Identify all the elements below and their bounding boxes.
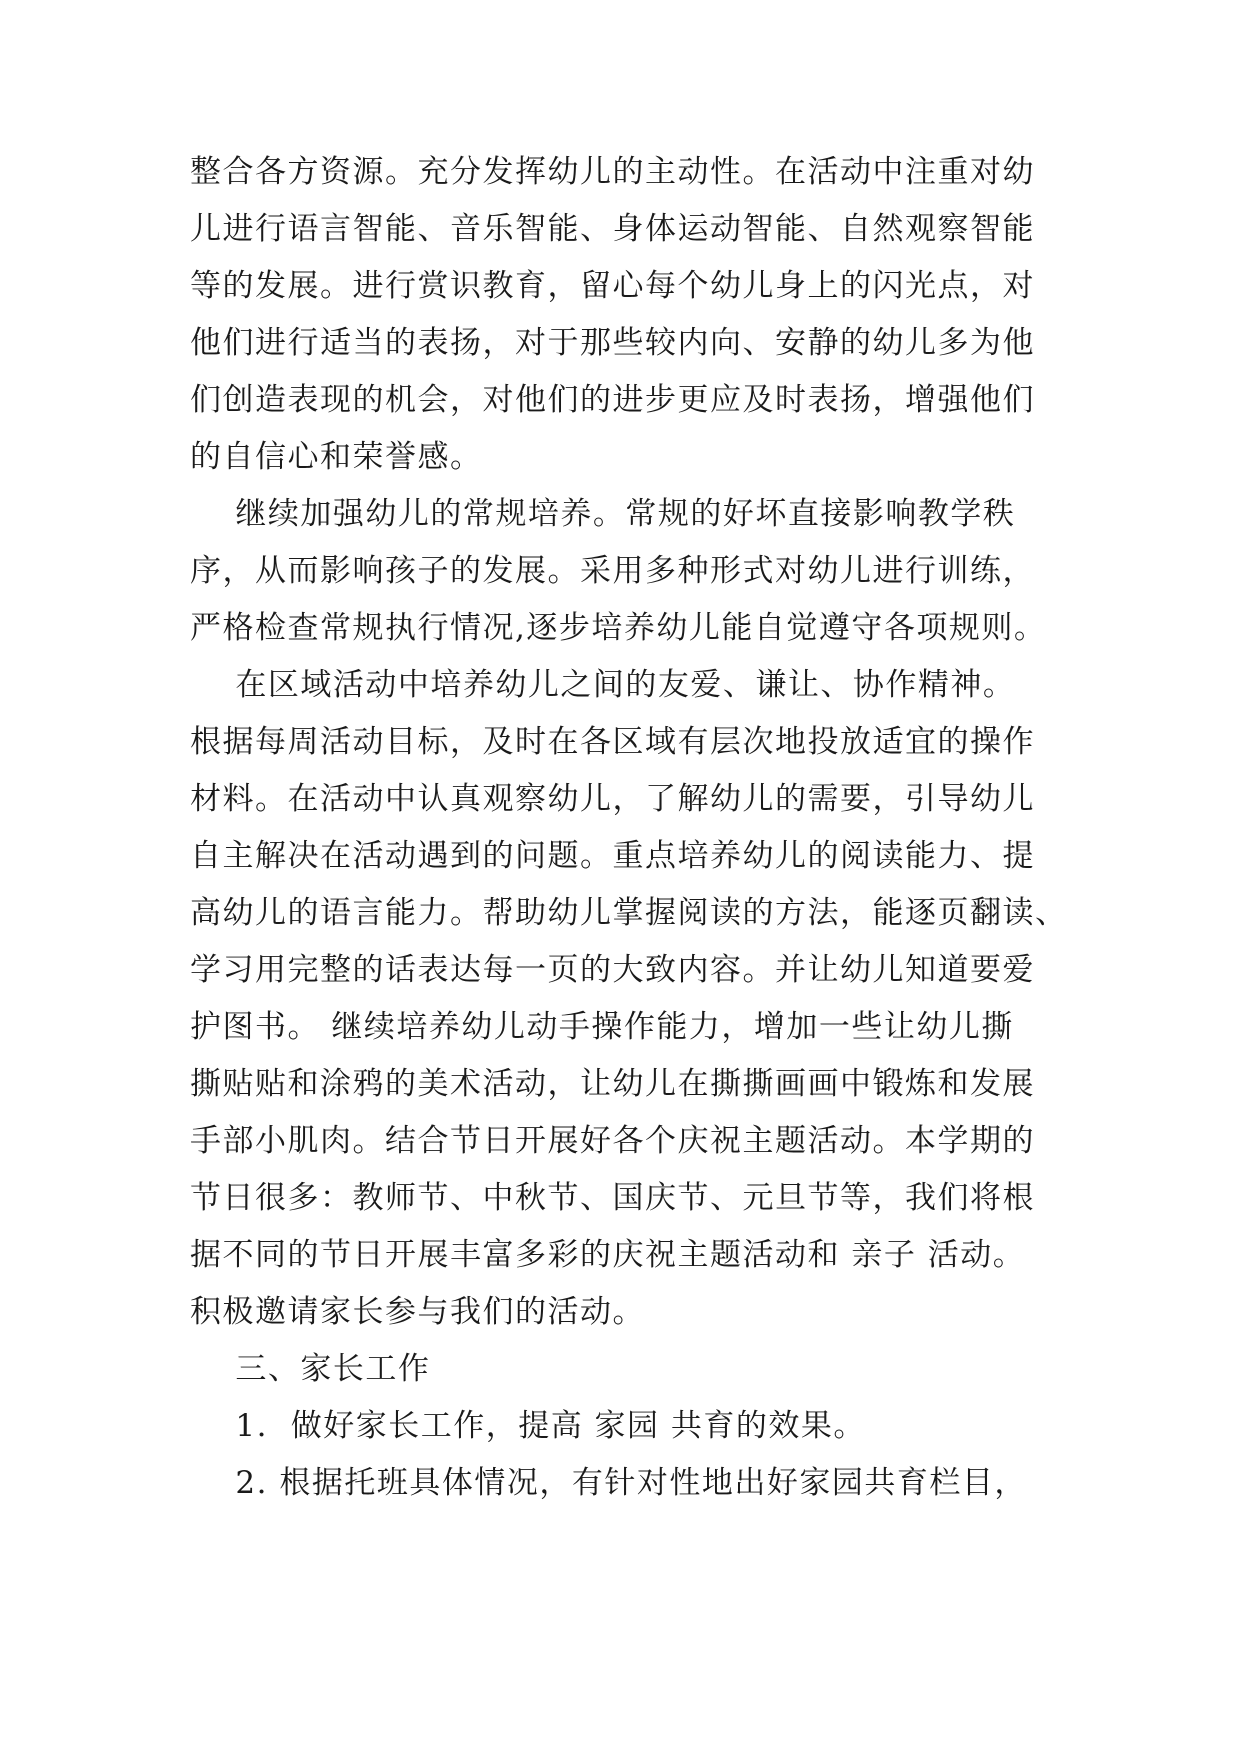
text-line: 撕贴贴和涂鸦的美术活动，让幼儿在撕撕画画中锻炼和发展	[190, 1066, 1035, 1102]
numbered-item: 1. 做好家长工作，提高 家园 共育的效果。	[190, 1408, 866, 1444]
text-line: 继续加强幼儿的常规培养。常规的好坏直接影响教学秩	[190, 496, 1016, 532]
text-line: 节日很多：教师节、中秋节、国庆节、元旦节等，我们将根	[190, 1180, 1035, 1216]
text-line: 材料。在活动中认真观察幼儿，了解幼儿的需要，引导幼儿	[190, 781, 1035, 817]
text-line: 高幼儿的语言能力。帮助幼儿掌握阅读的方法，能逐页翻读、	[190, 895, 1068, 931]
section-heading: 三、家长工作	[190, 1351, 431, 1387]
text-line: 等的发展。进行赏识教育，留心每个幼儿身上的闪光点，对	[190, 268, 1035, 304]
text-line: 学习用完整的话表达每一页的大致内容。并让幼儿知道要爱	[190, 952, 1035, 988]
text-line: 序，从而影响孩子的发展。采用多种形式对幼儿进行训练，	[190, 553, 1035, 589]
text-line: 他们进行适当的表扬，对于那些较内向、安静的幼儿多为他	[190, 325, 1035, 361]
text-line: 严格检查常规执行情况,逐步培养幼儿能自觉遵守各项规则。	[190, 610, 1047, 646]
text-line: 手部小肌肉。结合节日开展好各个庆祝主题活动。本学期的	[190, 1123, 1035, 1159]
numbered-item: 2. 根据托班具体情况，有针对性地出好家园共育栏目，	[190, 1465, 1027, 1501]
text-line: 护图书。 继续培养幼儿动手操作能力，增加一些让幼儿撕	[190, 1009, 1014, 1045]
text-line: 们创造表现的机会，对他们的进步更应及时表扬，增强他们	[190, 382, 1035, 418]
text-line: 自主解决在活动遇到的问题。重点培养幼儿的阅读能力、提	[190, 838, 1035, 874]
text-line: 整合各方资源。充分发挥幼儿的主动性。在活动中注重对幼	[190, 154, 1035, 190]
text-line: 据不同的节日开展丰富多彩的庆祝主题活动和 亲子 活动。	[190, 1237, 1026, 1273]
text-line: 儿进行语言智能、音乐智能、身体运动智能、自然观察智能	[190, 211, 1035, 247]
text-line: 的自信心和荣誉感。	[190, 439, 483, 475]
text-line: 根据每周活动目标，及时在各区域有层次地投放适宜的操作	[190, 724, 1035, 760]
text-line: 积极邀请家长参与我们的活动。	[190, 1294, 645, 1330]
text-line: 在区域活动中培养幼儿之间的友爱、谦让、协作精神。	[190, 667, 1016, 703]
